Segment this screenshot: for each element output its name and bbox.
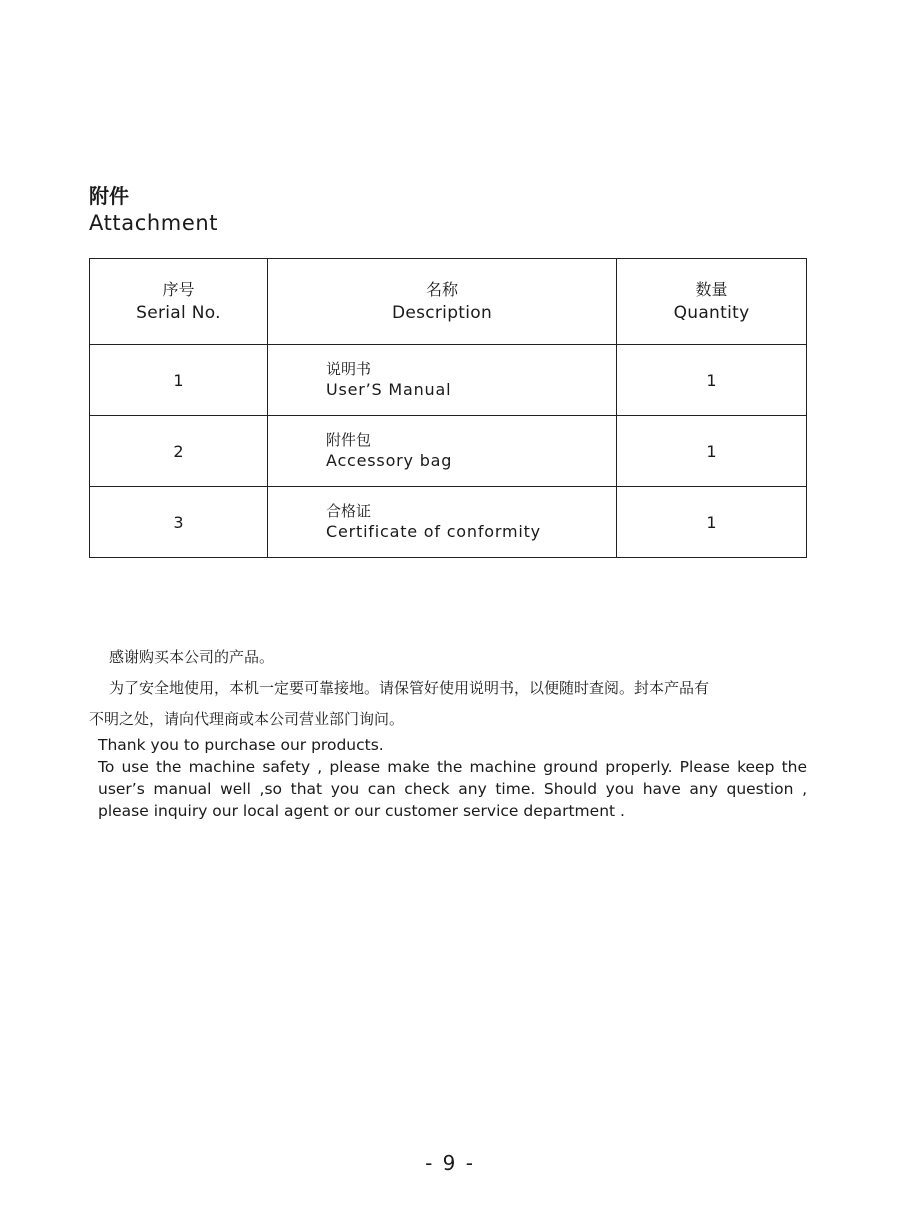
header-serial-cell [90,259,268,345]
description-cell [268,487,617,558]
table-header-row [90,259,807,345]
section-title-english: Attachment [89,211,219,235]
page-number: - 9 - [425,1151,475,1175]
attachment-table [89,258,807,558]
header-serial-zh: 序号 [162,279,195,299]
notes-en-paragraph: To use the machine safety , please make the machine ground properly. Please keep the user’s manual well ,so that you can check any time. Should you have any question , please inquiry our local agent or our customer service department . [98,758,807,820]
header-description-en: Description [391,302,493,323]
header-quantity-en: Quantity [673,302,750,323]
serial-cell: 3 [90,487,268,558]
description-zh: 附件包 [326,431,372,449]
table-row [90,416,807,487]
header-quantity-zh: 数量 [695,279,728,299]
description-en: Certificate of conformity [326,522,541,541]
table-row [90,487,807,558]
serial-cell: 2 [90,416,268,487]
header-description-cell [268,259,617,345]
header-quantity-cell [617,259,807,345]
quantity-cell: 1 [617,416,807,487]
description-cell [268,416,617,487]
header-serial-en: Serial No. [136,302,221,323]
notes-english [89,734,807,822]
serial-cell: 1 [90,345,268,416]
section-title-chinese: 附件 [89,184,129,208]
description-zh: 说明书 [326,360,372,378]
description-cell [268,345,617,416]
description-zh: 合格证 [326,502,372,520]
table-row [90,345,807,416]
notes-en-paragraph: Thank you to purchase our products. [98,736,384,754]
notes-zh-line: 感谢购买本公司的产品。 [109,648,275,666]
notes-zh-line: 为了安全地使用，本机一定要可靠接地。请保管好使用说明书，以便随时查阅。封本产品有 [109,679,710,697]
notes-chinese [89,642,809,735]
description-en: User’S Manual [326,380,452,399]
quantity-cell: 1 [617,345,807,416]
notes-zh-line: 不明之处，请向代理商或本公司营业部门询问。 [89,710,405,728]
header-description-zh: 名称 [425,279,458,299]
quantity-cell: 1 [617,487,807,558]
description-en: Accessory bag [326,451,453,470]
